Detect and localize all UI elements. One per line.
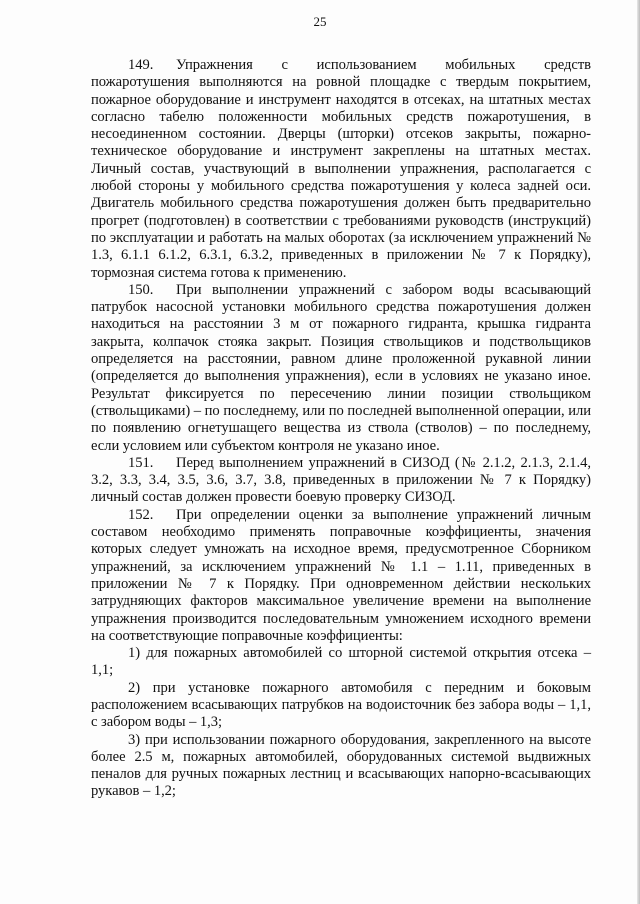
paragraph-151	[91, 455, 591, 507]
paragraph-text: Упражнения с использованием мобильных средств пожаротушения выполняются на ровной площадке с твердым покрытием, пожарное оборудование и инструмент находятся в отсеках, на штатных местах согласно табелю положенности мобильных средств пожаротушения, в несоединенном состоянии. Дверцы (шторки) отсеков закрыты, пожарно-техническое оборудование и инструмент закреплены на штатных местах. Личный состав, участвующий в выполнении упражнения, располагается с любой стороны у мобильного средства пожаротушения у колеса задней оси. Двигатель мобильного средства пожаротушения должен быть предварительно прогрет (подготовлен) в соответствии с требованиями руководств (инструкций) по эксплуатации и работать на малых оборотах (за исключением упражнений № 1.3, 6.1.1 6.1.2, 6.3.1, 6.3.2, приведенных в приложении № 7 к Порядку), тормозная система готова к применению.	[91, 57, 591, 281]
paragraph-149	[91, 57, 591, 282]
list-item: 1) для пожарных автомобилей со шторной системой открытия отсека – 1,1;	[91, 645, 591, 679]
paragraph-text: При определении оценки за выполнение упражнений личным составом необходимо применять поправочные коэффициенты, значения которых следует умножать на исходное время, предусмотренное Сборником упражнений, за исключением упражнений № 1.1 – 1.11, приведенных в приложении № 7 к Порядку. При одновременном действии нескольких затрудняющих факторов максимальное увеличение времени на выполнение упражнения производится последовательным умножением исходного времени на соответствующие поправочные коэффициенты:	[91, 506, 591, 644]
paragraph-number: 149.	[128, 57, 154, 73]
paragraph-number: 152.	[128, 506, 154, 523]
document-body	[91, 57, 591, 801]
paragraph-number: 150.	[128, 281, 154, 298]
paragraph-text: При выполнении упражнений с забором воды всасывающий патрубок насосной установки мобильного средства пожаротушения должен находиться на расстоянии 3 м от пожарного гидранта, крышка гидранта закрыта, колпачок стояка закрыт. Позиция ствольщиков и подствольщиков определяется на расстоянии, равном длине проложенной рукавной линии (определяется до выполнения упражнения), если в условиях не указано иное. Результат фиксируется по пересечению линии позиции ствольщиком (ствольщиками) – по последнему, или по последней выполненной операции, или по появлению огнетушащего вещества из ствола (стволов) – по последнему, если условием или субъектом контроля не указано иное.	[91, 281, 591, 454]
list-item: 3) при использовании пожарного оборудования, закрепленного на высоте более 2.5 м, пожарных автомобилей, оборудованных системой выдвижных пеналов для ручных пожарных лестниц и всасывающих напорно-всасывающих рукавов – 1,2;	[91, 731, 591, 800]
paragraph-number: 151.	[128, 454, 154, 471]
paragraph-152	[91, 507, 591, 645]
paragraph-150	[91, 282, 591, 455]
list-item: 2) при установке пожарного автомобиля с передним и боковым расположением всасывающих патрубков на водоисточник без забора воды – 1,1, с забором воды – 1,3;	[91, 679, 591, 731]
paragraph-text: Перед выполнением упражнений в СИЗОД (№ 2.1.2, 2.1.3, 2.1.4, 3.2, 3.3, 3.4, 3.5, 3.6, 3.7, 3.8, приведенных в приложении № 7 к Порядку) личный состав должен провести боевую проверку СИЗОД.	[91, 454, 591, 506]
page-number: 25	[313, 14, 327, 29]
